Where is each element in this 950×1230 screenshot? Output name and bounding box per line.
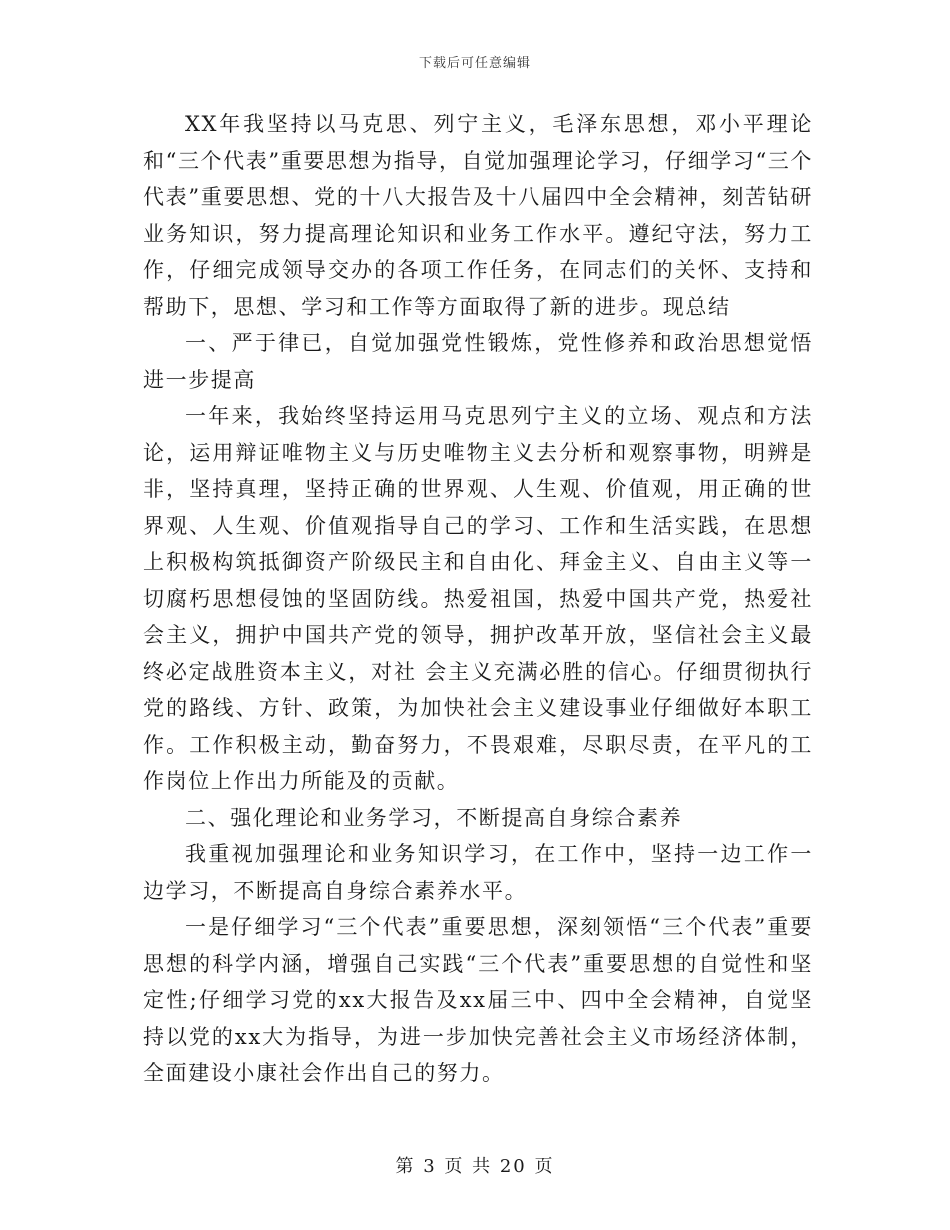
section-heading-2: 二、强化理论和业务学习，不断提高自身综合素养 (185, 805, 683, 830)
paragraph-section-1: 一年来，我始终坚持运用马克思列宁主义的立场、观点和方法论，运用辩证唯物主义与历史唯物主义去分析和观察事物，明辨是非，坚持真理，坚持正确的世界观、人生观、价值观，用正确的世界观、人生观、价值观指导自己的学习、工作和生活实践，在思想上积极构筑抵御资产阶级民主和自由化、拜金主义、自由主义等一切腐朽思想侵蚀的坚固防线。热爱祖国，热爱中国共产党，热爱社会主义，拥护中国共产党的领导，拥护改革开放，坚信社会主义最终必定战胜资本主义，对社 会主义充满必胜的信心。仔细贯彻执行党的路线、方针、政策，为加快社会主义建设事业仔细做好本职工作。工作积极主动，勤奋努力，不畏艰难，尽职尽责，在平凡的工作岗位上作出力所能及的贡献。 (143, 404, 813, 793)
paragraph-section-2-point-1: 一是仔细学习“三个代表”重要思想，深刻领悟“三个代表”重要思想的科学内涵，增强自己实践“三个代表”重要思想的自觉性和坚定性;仔细学习党的xx大报告及xx届三中、四中全会精神，自觉坚持以党的xx大为指导，为进一步加快完善社会主义市场经济体制，全面建设小康社会作出自己的努力。 (143, 915, 813, 1085)
document-body (143, 106, 813, 1092)
paragraph-section-2-intro: 我重视加强理论和业务知识学习，在工作中，坚持一边工作一边学习，不断提高自身综合素养水平。 (143, 842, 813, 903)
paragraph-intro: XX年我坚持以马克思、列宁主义，毛泽东思想，邓小平理论和“三个代表”重要思想为指导，自觉加强理论学习，仔细学习“三个代表”重要思想、党的十八大报告及十八届四中全会精神，刻苦钻研业务知识，努力提高理论知识和业务工作水平。遵纪守法，努力工作，仔细完成领导交办的各项工作任务，在同志们的关怀、支持和帮助下，思想、学习和工作等方面取得了新的进步。现总结 (143, 112, 813, 319)
section-heading-1: 一、严于律已，自觉加强党性锻炼，党性修养和政治思想觉悟进一步提高 (143, 331, 813, 392)
page-header: 下载后可任意编辑 (418, 56, 531, 71)
page-number: 第 3 页 共 20 页 (395, 1156, 555, 1177)
